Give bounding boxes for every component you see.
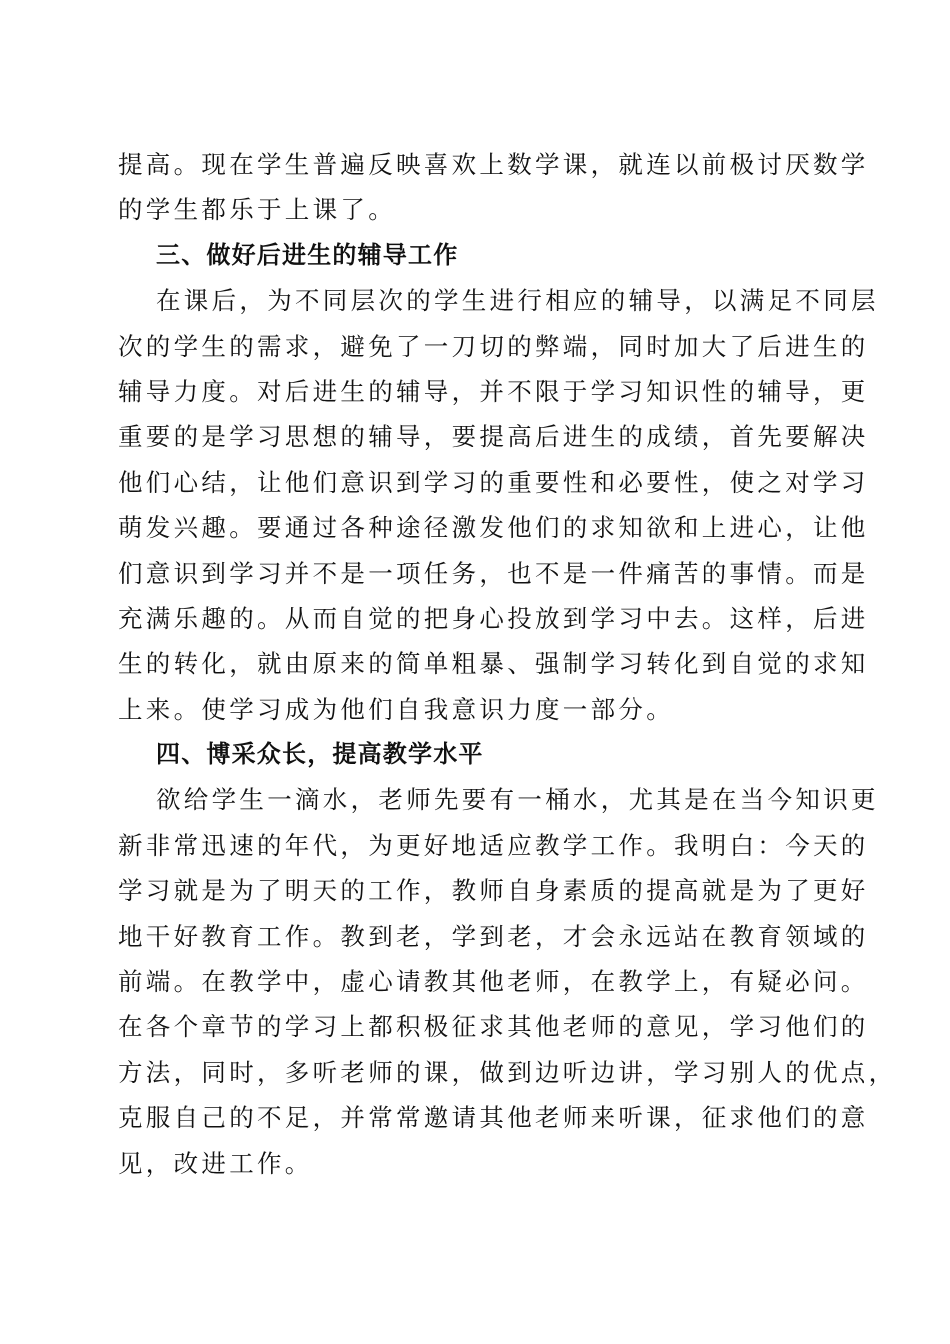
text-line: 前端。在教学中，虚心请教其他老师，在教学上，有疑必问。: [118, 967, 869, 997]
text-line: 欲给学生一滴水，老师先要有一桶水，尤其是在当今知识更: [156, 785, 879, 815]
text-line: 新非常迅速的年代，为更好地适应教学工作。我明白：今天的: [118, 830, 869, 860]
section-3-paragraph: [118, 278, 879, 732]
section-heading: 四、博采众长，提高教学水平: [156, 740, 484, 769]
text-line: 克服自己的不足，并常常邀请其他老师来听课，征求他们的意: [118, 1103, 869, 1133]
text-line: 在课后，为不同层次的学生进行相应的辅导，以满足不同层: [156, 286, 879, 316]
text-line: 生的转化，就由原来的简单粗暴、强制学习转化到自觉的求知: [118, 649, 869, 679]
text-line: 萌发兴趣。要通过各种途径激发他们的求知欲和上进心，让他: [118, 513, 869, 543]
text-line: 在各个章节的学习上都积极征求其他老师的意见，学习他们的: [118, 1012, 869, 1042]
text-line: 地干好教育工作。教到老，学到老，才会永远站在教育领域的: [118, 921, 869, 951]
text-line: 们意识到学习并不是一项任务，也不是一件痛苦的事情。而是: [118, 558, 869, 588]
document-body: [118, 142, 897, 1186]
section-heading: 三、做好后进生的辅导工作: [156, 240, 459, 269]
text-line: 见，改进工作。: [118, 1148, 313, 1178]
text-line: 重要的是学习思想的辅导，要提高后进生的成绩，首先要解决: [118, 422, 869, 452]
text-line: 次的学生的需求，避免了一刀切的弊端，同时加大了后进生的: [118, 331, 869, 361]
text-line: 辅导力度。对后进生的辅导，并不限于学习知识性的辅导，更: [118, 376, 869, 406]
text-line: 方法，同时，多听老师的课，做到边听边讲，学习别人的优点，: [118, 1057, 897, 1087]
section-4: [118, 732, 897, 1186]
section-4-paragraph: [118, 777, 897, 1186]
section-3: [118, 233, 879, 732]
text-line: 他们心结，让他们意识到学习的重要性和必要性，使之对学习: [118, 467, 869, 497]
text-line: 的学生都乐于上课了。: [118, 195, 396, 225]
paragraph-continuation: [118, 142, 869, 233]
text-line: 学习就是为了明天的工作，教师自身素质的提高就是为了更好: [118, 876, 869, 906]
text-line: 充满乐趣的。从而自觉的把身心投放到学习中去。这样，后进: [118, 603, 869, 633]
text-line: 上来。使学习成为他们自我意识力度一部分。: [118, 694, 674, 724]
text-line: 提高。现在学生普遍反映喜欢上数学课，就连以前极讨厌数学: [118, 150, 869, 179]
